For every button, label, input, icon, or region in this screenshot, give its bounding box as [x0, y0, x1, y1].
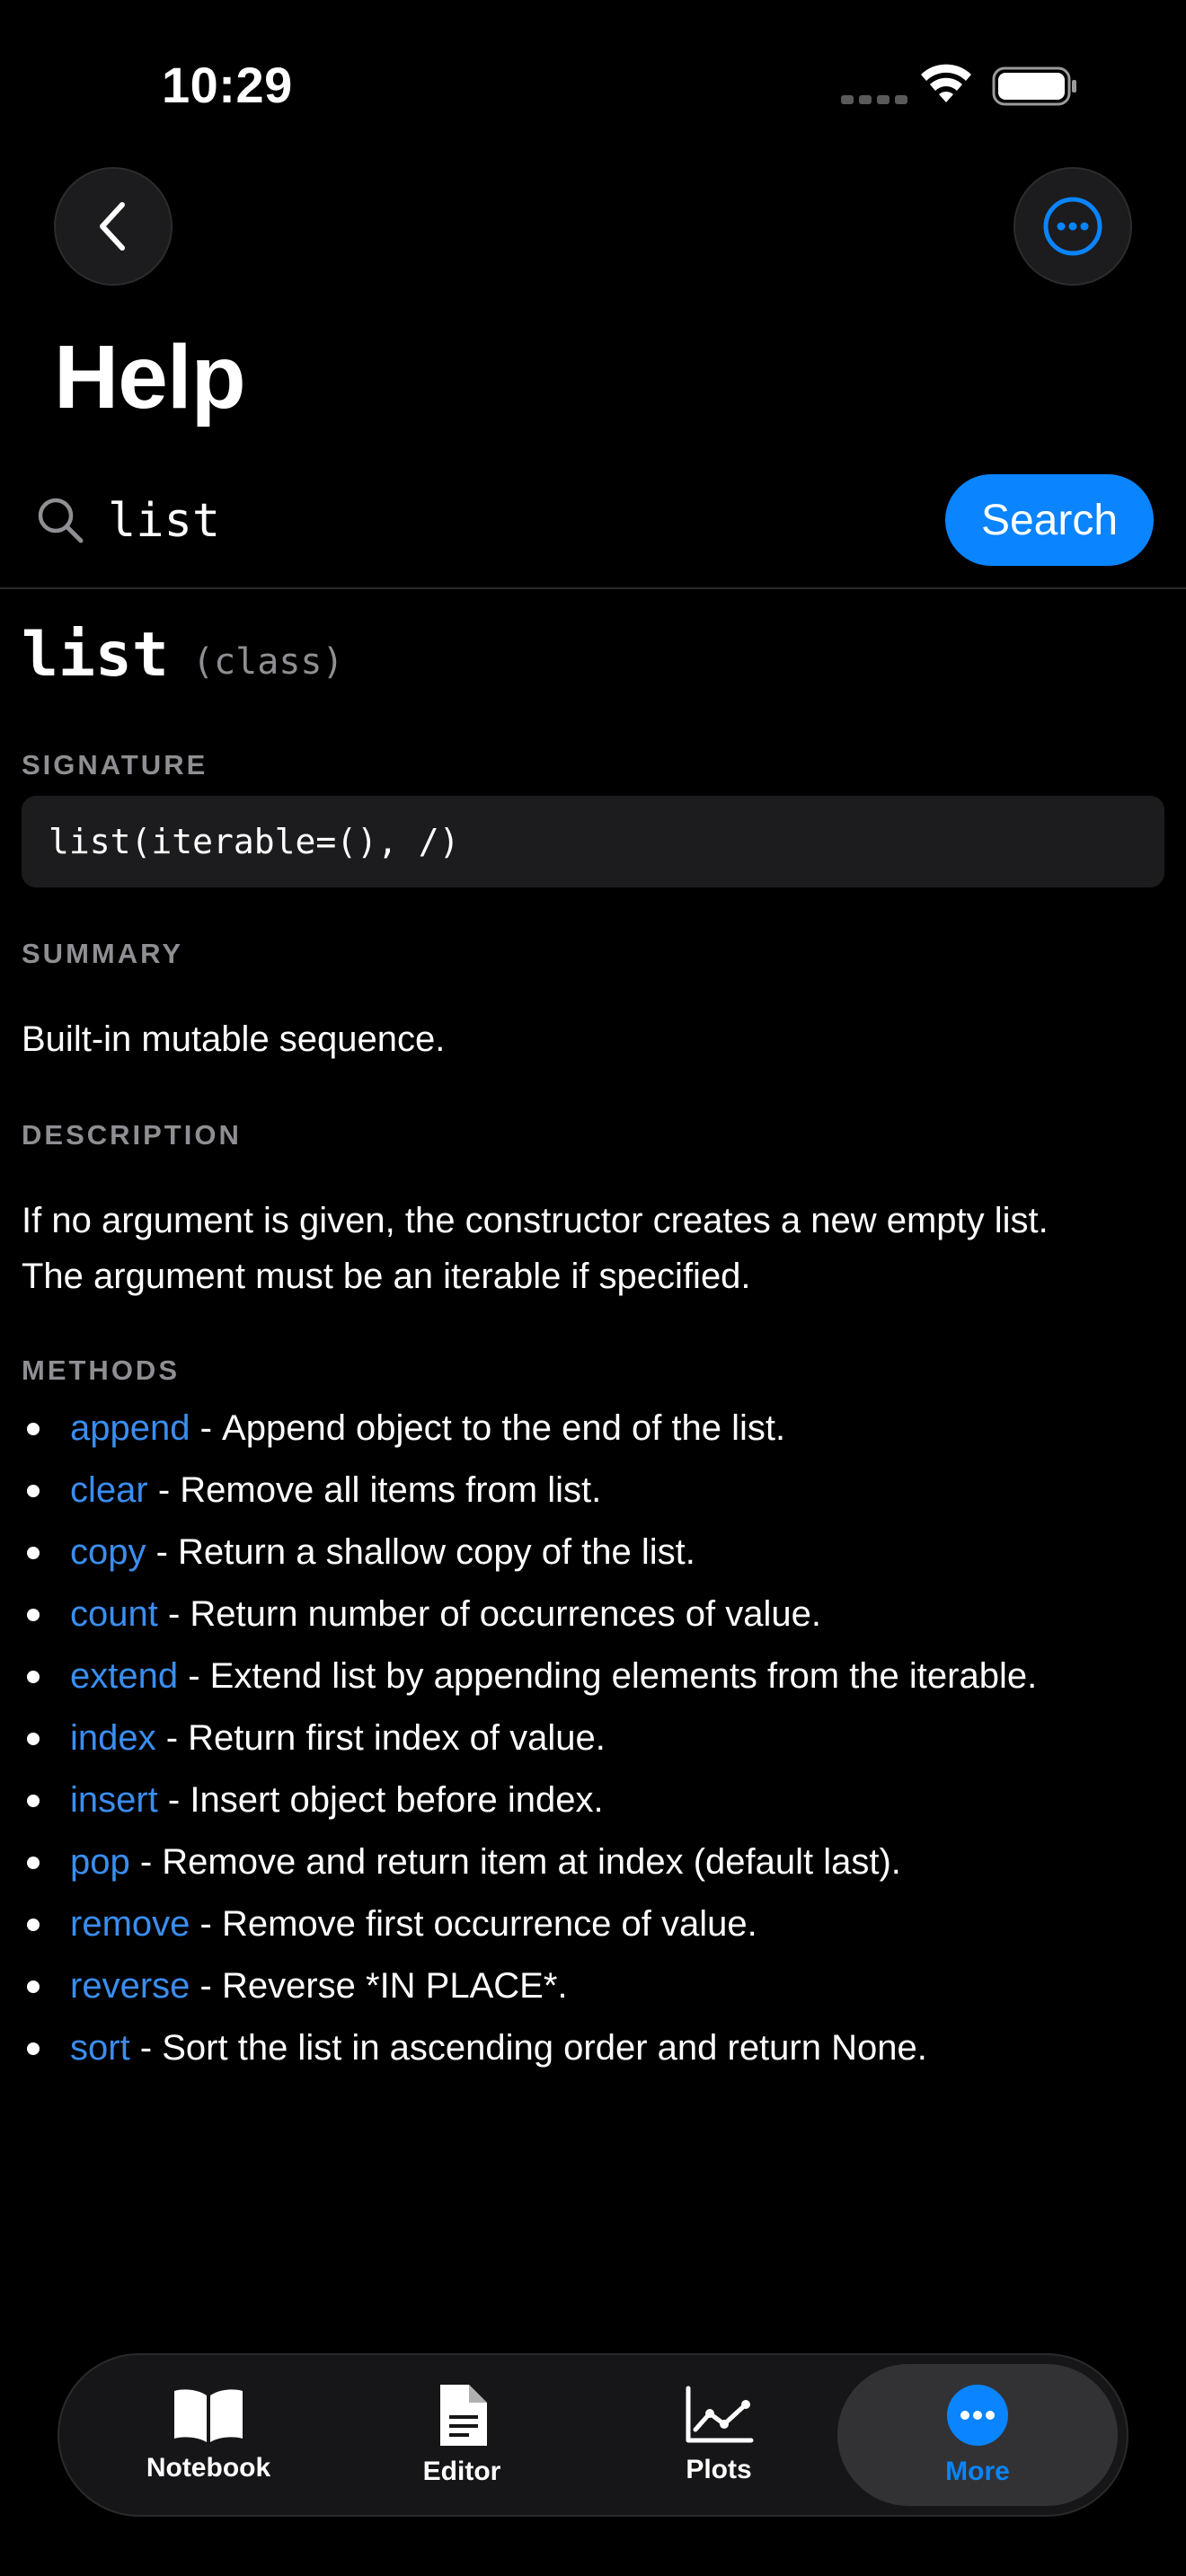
- method-description: Remove and return item at index (default last).: [162, 1842, 901, 1882]
- methods-list: [22, 1398, 1037, 2079]
- method-description: Return a shallow copy of the list.: [178, 1532, 695, 1572]
- method-description: Extend list by appending elements from the iterable.: [209, 1656, 1038, 1696]
- ellipsis-icon: [945, 2383, 1010, 2448]
- method-item: [22, 1707, 1037, 1769]
- bullet: [27, 1733, 40, 1745]
- method-link-extend[interactable]: extend: [70, 1656, 179, 1696]
- method-description: Return number of occurrences of value.: [190, 1594, 821, 1634]
- divider: [0, 587, 1186, 589]
- search-button[interactable]: Search: [945, 474, 1154, 566]
- method-link-reverse[interactable]: reverse: [70, 1966, 190, 2006]
- signature-box: [22, 796, 1164, 887]
- book-icon: [171, 2386, 246, 2444]
- tab-more[interactable]: [837, 2364, 1118, 2506]
- chevron-left-icon: [95, 199, 131, 253]
- tab-bar: [58, 2353, 1128, 2517]
- method-separator: -: [157, 1594, 190, 1634]
- method-separator: -: [157, 1780, 190, 1820]
- method-separator: -: [190, 1966, 222, 2006]
- tab-label: More: [945, 2457, 1010, 2486]
- bullet: [27, 1795, 40, 1807]
- doc-name: list: [22, 620, 169, 691]
- method-item: [22, 2017, 1037, 2079]
- method-item: [22, 1460, 1037, 1522]
- method-link-pop[interactable]: pop: [70, 1842, 130, 1882]
- method-separator: -: [129, 1842, 163, 1882]
- wifi-icon: [918, 63, 974, 110]
- bullet: [27, 1609, 40, 1621]
- description-label: DESCRIPTION: [22, 1119, 242, 1151]
- bullet: [27, 1981, 40, 1993]
- description-text: [22, 1193, 1049, 1304]
- method-description: Reverse *IN PLACE*.: [221, 1966, 568, 2006]
- method-description: Insert object before index.: [190, 1780, 604, 1820]
- method-item: [22, 1645, 1037, 1707]
- method-link-remove[interactable]: remove: [70, 1904, 190, 1944]
- method-item: [22, 1955, 1037, 2017]
- description-line: The argument must be an iterable if specified.: [22, 1257, 751, 1296]
- method-item: [22, 1584, 1037, 1645]
- method-separator: -: [178, 1656, 210, 1696]
- method-description: Return first index of value.: [188, 1718, 606, 1758]
- tab-plots[interactable]: [593, 2355, 845, 2515]
- method-separator: -: [155, 1718, 189, 1758]
- method-item: [22, 1522, 1037, 1584]
- method-link-copy[interactable]: copy: [70, 1532, 146, 1572]
- method-description: Remove first occurrence of value.: [221, 1904, 757, 1944]
- back-button[interactable]: [54, 167, 173, 286]
- method-link-sort[interactable]: sort: [70, 2028, 130, 2068]
- battery-icon: [992, 66, 1078, 110]
- method-item: [22, 1831, 1037, 1893]
- tab-label: Plots: [686, 2455, 752, 2484]
- status-time: 10:29: [162, 57, 293, 113]
- search-icon: [36, 496, 84, 549]
- method-item: [22, 1893, 1037, 1955]
- description-line: If no argument is given, the constructor creates a new empty list.: [22, 1201, 1049, 1240]
- summary-label: SUMMARY: [22, 938, 184, 969]
- bullet: [27, 1423, 40, 1435]
- method-link-count[interactable]: count: [70, 1594, 158, 1634]
- method-item: [22, 1769, 1037, 1831]
- method-separator: -: [190, 1904, 222, 1944]
- method-separator: -: [190, 1408, 223, 1448]
- tab-label: Editor: [422, 2457, 501, 2486]
- bullet: [27, 2042, 40, 2055]
- doc-kind: (class): [192, 641, 344, 683]
- method-description: Remove all items from list.: [180, 1470, 602, 1510]
- bullet: [27, 1857, 40, 1869]
- bullet: [27, 1671, 40, 1683]
- bullet: [27, 1547, 40, 1559]
- search-input[interactable]: [108, 485, 916, 557]
- signature-text: list(iterable=(), /): [49, 822, 460, 861]
- signature-label: SIGNATURE: [22, 749, 208, 781]
- methods-label: METHODS: [22, 1354, 180, 1386]
- page-title: Help: [54, 327, 245, 428]
- method-link-append[interactable]: append: [70, 1408, 190, 1448]
- summary-text: Built-in mutable sequence.: [22, 1019, 446, 1059]
- method-description: Sort the list in ascending order and return None.: [162, 2028, 927, 2068]
- cellular-signal-icon: [841, 95, 907, 104]
- method-item: [22, 1398, 1037, 1460]
- method-link-index[interactable]: index: [70, 1718, 156, 1758]
- method-description: Append object to the end of the list.: [222, 1408, 786, 1448]
- bullet: [27, 1485, 40, 1497]
- method-separator: -: [146, 1532, 179, 1572]
- tab-editor[interactable]: [336, 2355, 588, 2515]
- method-separator: -: [129, 2028, 163, 2068]
- method-separator: -: [147, 1470, 181, 1510]
- method-link-insert[interactable]: insert: [70, 1780, 158, 1820]
- more-options-button[interactable]: [1013, 167, 1132, 286]
- bullet: [27, 1919, 40, 1931]
- tab-label: Notebook: [146, 2453, 271, 2483]
- tab-notebook[interactable]: [83, 2355, 334, 2515]
- document-icon: [435, 2383, 489, 2448]
- ellipsis-circle-icon: [1041, 195, 1104, 258]
- method-link-clear[interactable]: clear: [70, 1470, 148, 1510]
- chart-icon: [683, 2385, 755, 2446]
